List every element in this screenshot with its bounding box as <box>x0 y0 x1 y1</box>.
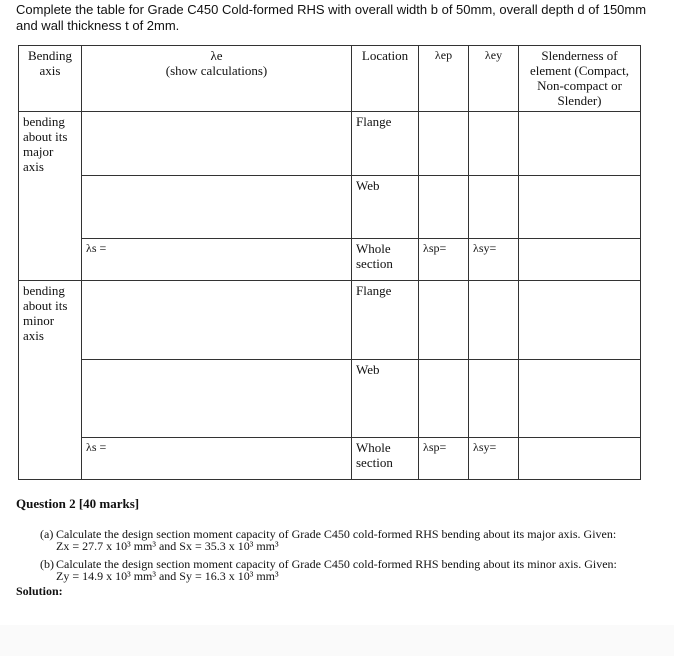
major-lambda-s: λs = <box>82 239 352 281</box>
minor-web-lambda-e[interactable] <box>82 360 352 438</box>
major-web-row <box>19 176 641 239</box>
question-part-b <box>40 558 660 582</box>
part-a-tag: (a) <box>40 527 54 541</box>
header-lambda-e <box>82 46 352 112</box>
major-axis-label: bending about its major axis <box>19 112 82 281</box>
major-flange-slenderness[interactable] <box>519 112 641 176</box>
major-web-lambda-ey[interactable] <box>469 176 519 239</box>
header-lambda-ey: λey <box>469 46 519 112</box>
header-bending-axis: Bending axis <box>19 46 82 112</box>
minor-web-lambda-ep[interactable] <box>419 360 469 438</box>
lambda-e-note: (show calculations) <box>165 63 268 78</box>
major-flange-lambda-ey[interactable] <box>469 112 519 176</box>
major-web-lambda-ep[interactable] <box>419 176 469 239</box>
minor-flange-lambda-ep[interactable] <box>419 281 469 360</box>
part-b-text: Calculate the design section moment capacity of Grade C450 cold-formed RHS bending about its minor axis. Given: <box>56 557 617 571</box>
major-whole-row <box>19 239 641 281</box>
minor-web-row <box>19 360 641 438</box>
minor-whole-slenderness[interactable] <box>519 438 641 480</box>
minor-whole-row <box>19 438 641 480</box>
major-whole-slenderness[interactable] <box>519 239 641 281</box>
minor-flange-slenderness[interactable] <box>519 281 641 360</box>
question-title: Question 2 [40 marks] <box>16 496 140 511</box>
major-flange-row <box>19 112 641 176</box>
minor-whole-location: Whole section <box>352 438 419 480</box>
header-slenderness: Slenderness of element (Compact, Non-compact or Slender) <box>519 46 641 112</box>
minor-flange-location: Flange <box>352 281 419 360</box>
minor-lambda-sy: λsy= <box>469 438 519 480</box>
minor-flange-row <box>19 281 641 360</box>
major-web-location: Web <box>352 176 419 239</box>
header-lambda-ep: λep <box>419 46 469 112</box>
instructions: Complete the table for Grade C450 Cold-formed RHS with overall width b of 50mm, overall depth d of 150mm and wall thickness t of 2mm. <box>16 2 647 33</box>
minor-flange-lambda-e[interactable] <box>82 281 352 360</box>
part-a-given: Zx = 27.7 x 10³ mm³ and Sx = 35.3 x 10³ mm³ <box>56 539 279 553</box>
major-flange-lambda-e[interactable] <box>82 112 352 176</box>
question-part-a <box>40 528 660 552</box>
major-web-lambda-e[interactable] <box>82 176 352 239</box>
minor-web-lambda-ey[interactable] <box>469 360 519 438</box>
part-b-given: Zy = 14.9 x 10³ mm³ and Sy = 16.3 x 10³ mm³ <box>56 569 279 583</box>
minor-lambda-s: λs = <box>82 438 352 480</box>
solution-label: Solution: <box>16 584 63 598</box>
lambda-e-symbol: λe <box>210 48 223 63</box>
major-flange-lambda-ep[interactable] <box>419 112 469 176</box>
minor-web-location: Web <box>352 360 419 438</box>
major-web-slenderness[interactable] <box>519 176 641 239</box>
minor-web-slenderness[interactable] <box>519 360 641 438</box>
major-lambda-sy: λsy= <box>469 239 519 281</box>
part-b-tag: (b) <box>40 557 54 571</box>
part-a-text: Calculate the design section moment capacity of Grade C450 cold-formed RHS bending about its major axis. Given: <box>56 527 617 541</box>
minor-lambda-sp: λsp= <box>419 438 469 480</box>
page-footer-area <box>0 625 674 656</box>
header-row <box>19 46 641 112</box>
header-location: Location <box>352 46 419 112</box>
minor-flange-lambda-ey[interactable] <box>469 281 519 360</box>
slenderness-table <box>18 45 641 480</box>
major-lambda-sp: λsp= <box>419 239 469 281</box>
major-flange-location: Flange <box>352 112 419 176</box>
minor-axis-label: bending about its minor axis <box>19 281 82 480</box>
major-whole-location: Whole section <box>352 239 419 281</box>
